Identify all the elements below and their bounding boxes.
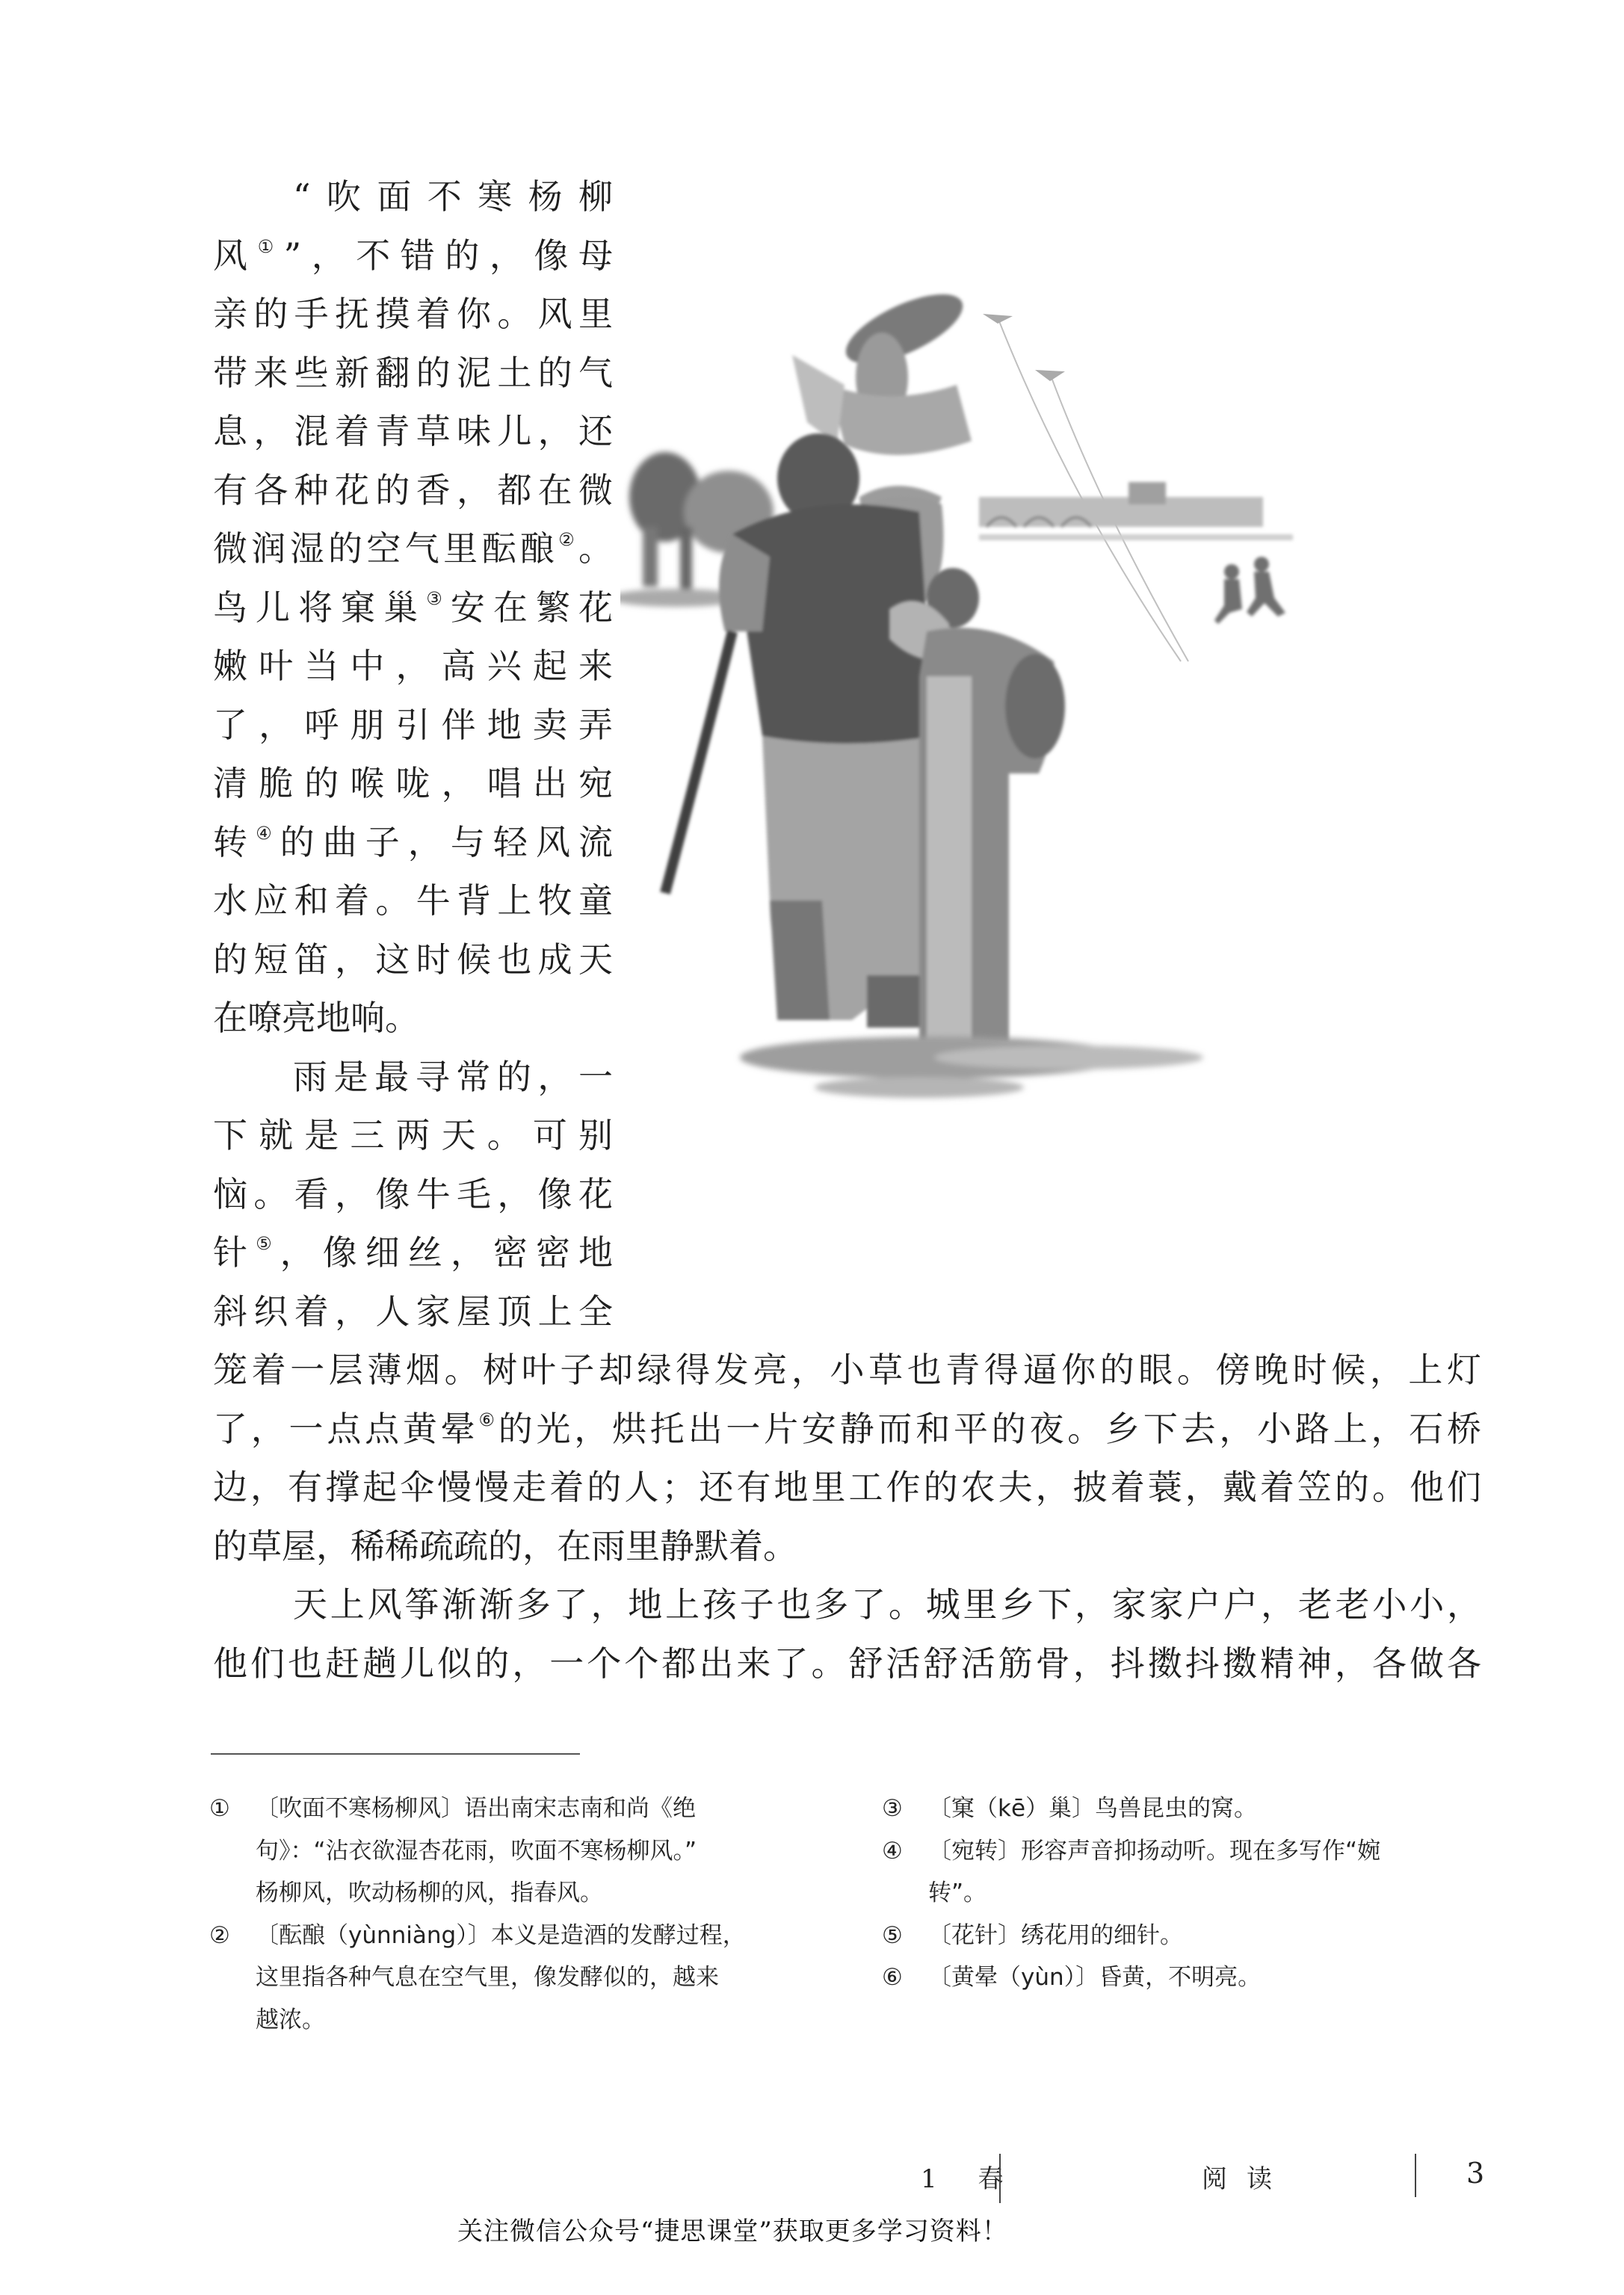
promo-watermark-text: 关注微信公众号“捷思课堂”获取更多学习资料！ — [457, 2217, 1008, 2246]
text-line: 有各种花的香，都在微 — [213, 469, 613, 510]
text-line: “吹面不寒杨柳 — [293, 176, 613, 217]
footnote-1 — [209, 1788, 822, 1915]
footnote-ref-6[interactable]: ⑥ — [478, 1409, 498, 1430]
footnote-text: 〔花针〕绣花用的细针。 — [928, 1921, 1183, 1949]
footnote-text: 杨柳风，吹动杨柳的风，指春风。 — [256, 1879, 603, 1906]
text-line: 风①”，不错的，像母 — [213, 235, 614, 276]
footnote-ref-3[interactable]: ③ — [426, 587, 451, 609]
text-line: 斜织着，人家屋顶上全 — [213, 1291, 613, 1332]
running-footer — [0, 2151, 1624, 2211]
footnote-ref-4[interactable]: ④ — [256, 822, 280, 844]
text-line: 下就是三两天。可别 — [213, 1115, 613, 1155]
text-line: 亲的手抚摸着你。风里 — [213, 294, 613, 334]
footnotes-left-column — [209, 1788, 822, 2041]
footer-divider — [1415, 2154, 1416, 2197]
footnote-4 — [882, 1830, 1495, 1915]
footnote-6 — [882, 1956, 1495, 1999]
text-line: 边，有撑起伞慢慢走着的人；还有地里工作的农夫，披着蓑，戴着笠的。他们 — [213, 1467, 1481, 1507]
footnote-text: 这里指各种气息在空气里，像发酵似的，越来 — [256, 1964, 719, 1991]
footnote-text: 〔黄晕（yùn）〕昏黄，不明亮。 — [928, 1964, 1262, 1991]
footnote-number: ① — [209, 1795, 230, 1822]
chapter-title: 1 春 — [921, 2164, 1020, 2194]
footer-divider — [999, 2154, 1001, 2203]
footnote-number: ③ — [882, 1795, 903, 1822]
footnote-number: ④ — [882, 1837, 903, 1865]
section-label: 阅读 — [1202, 2164, 1291, 2194]
ground-shadow — [740, 1037, 1203, 1098]
footnote-text: 〔酝酿（yùnniàng）〕本义是造酒的发酵过程， — [256, 1921, 746, 1949]
text-line: 在嘹亮地响。 — [213, 998, 419, 1038]
text-line: 转④的曲子，与轻风流 — [213, 821, 614, 862]
text-line: 雨是最寻常的，一 — [293, 1056, 613, 1097]
footnote-ref-2[interactable]: ② — [558, 529, 579, 550]
footnote-number: ⑤ — [882, 1921, 903, 1949]
footnotes-right-column — [882, 1788, 1495, 1999]
footnote-text: 句》：“沾衣欲湿杏花雨，吹面不寒杨柳风。” — [256, 1837, 697, 1865]
text-line: 清脆的喉咙，唱出宛 — [213, 763, 613, 803]
text-line: 针⑤，像细丝，密密地 — [213, 1232, 614, 1273]
stone-bridge — [979, 482, 1293, 540]
footnote-number: ⑥ — [882, 1964, 903, 1991]
text-line: 的短笛，这时候也成天 — [213, 939, 613, 980]
footnote-text: 〔吹面不寒杨柳风〕语出南宋志南和尚《绝 — [256, 1795, 696, 1822]
text-line: 天上风筝渐渐多了，地上孩子也多了。城里乡下，家家户户，老老小小， — [293, 1584, 1481, 1625]
text-line: 了，一点点黄晕⑥的光，烘托出一片安静而和平的夜。乡下去，小路上，石桥 — [213, 1408, 1482, 1449]
text-line: 恼。看，像牛毛，像花 — [213, 1173, 613, 1214]
footnote-text: 越浓。 — [256, 2006, 325, 2033]
illustration-art — [620, 183, 1502, 1349]
text-line: 息，混着青草味儿，还 — [213, 411, 613, 451]
text-line: 了，呼朋引伴地卖弄 — [213, 704, 613, 745]
footnote-text: 转”。 — [928, 1879, 987, 1906]
text-line: 水应和着。牛背上牧童 — [213, 880, 613, 921]
text-line: 鸟儿将窠巢③安在繁花 — [213, 587, 614, 628]
page-number: 3 — [1466, 2157, 1485, 2190]
text-line: 带来些新翻的泥土的气 — [213, 352, 613, 393]
footnote-ref-5[interactable]: ⑤ — [256, 1233, 280, 1254]
footnote-2 — [209, 1915, 822, 2042]
text-line: 微润湿的空气里酝酿②。 — [213, 528, 614, 569]
text-line: 他们也赶趟儿似的，一个个都出来了。舒活舒活筋骨，抖擞抖擞精神，各做各 — [213, 1643, 1481, 1684]
text-line: 笼着一层薄烟。树叶子却绿得发亮，小草也青得逼你的眼。傍晚时候，上灯 — [213, 1350, 1481, 1390]
footnote-3 — [882, 1788, 1495, 1830]
running-children — [1214, 557, 1285, 624]
footnote-text: 〔窠（kē）巢〕鸟兽昆虫的窝。 — [928, 1795, 1258, 1822]
text-line: 嫩叶当中，高兴起来 — [213, 646, 613, 686]
footnote-text: 〔宛转〕形容声音抑扬动听。现在多写作“婉 — [928, 1837, 1381, 1865]
text-line: 的草屋，稀稀疏疏的，在雨里静默着。 — [213, 1525, 797, 1566]
kite-flying-illustration — [620, 183, 1502, 1349]
footnote-ref-1[interactable]: ① — [257, 235, 284, 257]
footnote-5 — [882, 1915, 1495, 1957]
footnote-separator — [211, 1753, 580, 1755]
footnote-number: ② — [209, 1921, 230, 1949]
